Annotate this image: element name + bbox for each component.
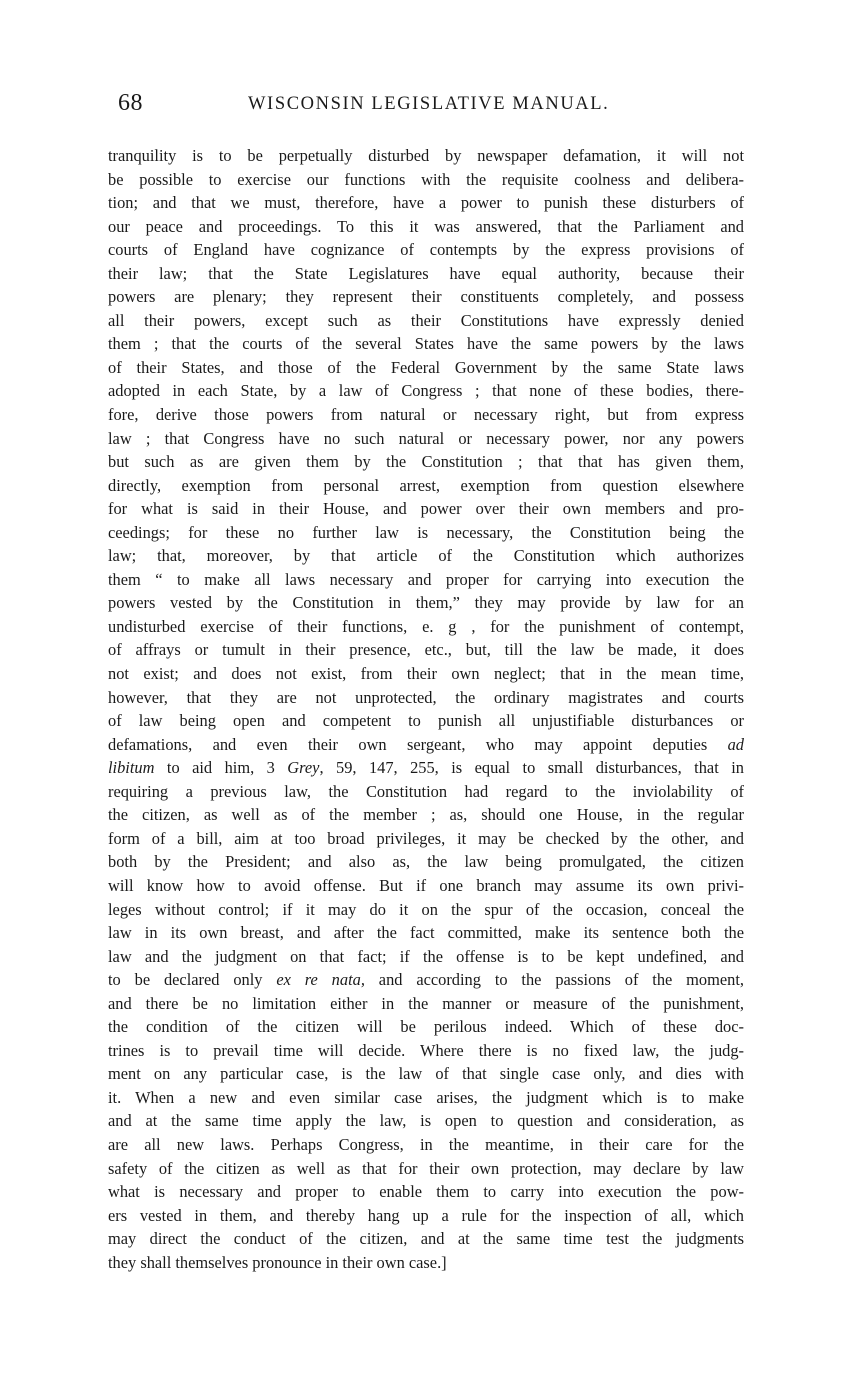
- text-line: of affrays or tumult in their presence, etc., but, till the law be made, it does: [108, 640, 744, 660]
- text-fragment: is equal to small disturbances, that in: [451, 758, 744, 778]
- text-fragment: to be declared only: [108, 970, 263, 990]
- text-line: leges without control; if it may do it on the spur of the occasion, conceal the: [108, 899, 744, 919]
- text-line: form of a bill, aim at too broad privileges, it may be checked by the other, and: [108, 828, 744, 848]
- text-line: what is necessary and proper to enable them to carry into execution the pow-: [108, 1182, 744, 1202]
- text-fragment: to aid him, 3: [166, 758, 275, 778]
- running-head: WISCONSIN LEGISLATIVE MANUAL.: [248, 94, 610, 114]
- text-line: ment on any particular case, is the law of that single case only, and dies with: [108, 1064, 744, 1084]
- italic-phrase: ex re nata,: [276, 970, 365, 990]
- text-line: they shall themselves pronounce in their own case.]: [108, 1252, 447, 1272]
- text-line: undisturbed exercise of their functions, e. g , for the punishment of contempt,: [108, 616, 744, 636]
- text-line: of their States, and those of the Federal Government by the same State laws: [108, 357, 744, 377]
- text-fragment: defamations, and even their own sergeant, who may appoint deputies: [108, 734, 708, 754]
- text-line: both by the President; and also as, the law being promulgated, the citizen: [108, 852, 744, 872]
- text-line: are all new laws. Perhaps Congress, in the meantime, in their care for the: [108, 1134, 744, 1154]
- body-text: [108, 144, 744, 1274]
- text-line: ceedings; for these no further law is necessary, the Constitution being the: [108, 522, 744, 542]
- text-fragment: and according to the passions of the moment,: [378, 970, 744, 990]
- text-line: tranquility is to be perpetually disturbed by newspaper defamation, it will not: [108, 146, 744, 165]
- citation-pages: , 59, 147, 255,: [319, 758, 439, 778]
- text-line: be possible to exercise our functions with the requisite coolness and delibera-: [108, 169, 744, 189]
- text-line: however, that they are not unprotected, the ordinary magistrates and courts: [108, 687, 744, 707]
- text-line: [108, 968, 744, 992]
- italic-phrase: ad: [727, 734, 744, 754]
- text-line: [108, 733, 744, 757]
- text-line: directly, exemption from personal arrest, exemption from question elsewhere: [108, 475, 744, 495]
- text-line: the condition of the citizen will be perilous indeed. Which of these doc-: [108, 1017, 744, 1037]
- text-line: tion; and that we must, therefore, have a power to punish these disturbers of: [108, 193, 744, 213]
- text-line: may direct the conduct of the citizen, and at the same time test the judgments: [108, 1229, 744, 1249]
- text-line: but such as are given them by the Constitution ; that that has given them,: [108, 452, 744, 472]
- text-line: our peace and proceedings. To this it was answered, that the Parliament and: [108, 216, 744, 236]
- text-line: will know how to avoid offense. But if one branch may assume its own privi-: [108, 875, 744, 895]
- text-line: courts of England have cognizance of contempts by the express provisions of: [108, 240, 744, 260]
- text-line: powers are plenary; they represent their constituents completely, and possess: [108, 287, 744, 307]
- text-line: law ; that Congress have no such natural or necessary power, nor any powers: [108, 428, 744, 448]
- italic-phrase: libitum: [108, 758, 155, 778]
- page-header: [118, 90, 743, 122]
- text-line: them “ to make all laws necessary and proper for carrying into execution the: [108, 569, 744, 589]
- text-line: and there be no limitation either in the manner or measure of the punishment,: [108, 993, 744, 1013]
- text-line: of law being open and competent to punish all unjustifiable disturbances or: [108, 711, 744, 731]
- text-line: their law; that the State Legislatures have equal authority, because their: [108, 263, 744, 283]
- text-line: requiring a previous law, the Constitution had regard to the inviolability of: [108, 781, 744, 801]
- text-line: ers vested in them, and thereby hang up a rule for the inspection of all, which: [108, 1205, 744, 1225]
- text-line: powers vested by the Constitution in them,” they may provide by law for an: [108, 593, 744, 613]
- text-line: law; that, moreover, by that article of the Constitution which authorizes: [108, 546, 744, 566]
- text-line: the citizen, as well as of the member ; as, should one House, in the regular: [108, 805, 744, 825]
- text-line: trines is to prevail time will decide. Where there is no fixed law, the judg-: [108, 1040, 744, 1060]
- text-line: it. When a new and even similar case arises, the judgment which is to make: [108, 1087, 744, 1107]
- text-line: and at the same time apply the law, is open to question and consideration, as: [108, 1111, 744, 1131]
- page-number: 68: [118, 90, 143, 116]
- text-line: safety of the citizen as well as that for their own protection, may declare by law: [108, 1158, 744, 1178]
- text-line: fore, derive those powers from natural or necessary right, but from express: [108, 405, 744, 425]
- italic-citation: Grey: [287, 758, 320, 778]
- text-line: [108, 756, 744, 780]
- text-line: them ; that the courts of the several States have the same powers by the laws: [108, 334, 744, 354]
- text-line: not exist; and does not exist, from their own neglect; that in the mean time,: [108, 664, 744, 684]
- text-line: law and the judgment on that fact; if the offense is to be kept undefined, and: [108, 946, 744, 966]
- text-line: all their powers, except such as their Constitutions have expressly denied: [108, 310, 744, 330]
- text-line: law in its own breast, and after the fact committed, make its sentence both the: [108, 923, 744, 943]
- text-line: for what is said in their House, and power over their own members and pro-: [108, 499, 744, 519]
- text-line: adopted in each State, by a law of Congress ; that none of these bodies, there-: [108, 381, 744, 401]
